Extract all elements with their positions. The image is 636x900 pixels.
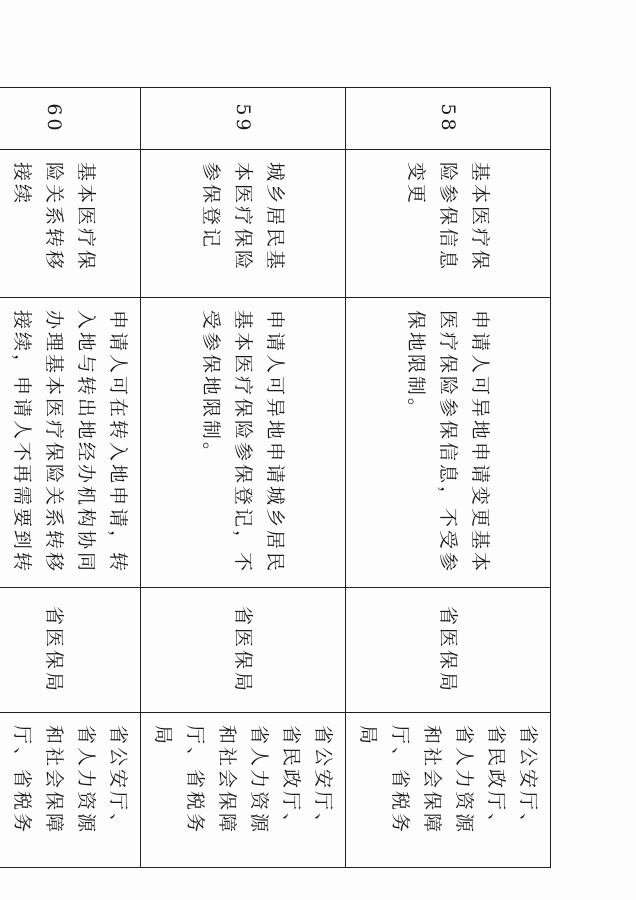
lead-department: 省医保局 [0,588,141,713]
service-item-name: 城乡居民基本医疗保险参保登记 [141,150,346,298]
services-table [0,87,551,868]
service-description: 申请人可异地申请城乡居民基本医疗保险参保登记，不受参保地限制。 [141,298,346,588]
cooperating-departments: 省公安厅、省人力资源和社会保障厅、省税务 [0,713,141,868]
table-container [11,87,551,867]
service-item-name: 基本医疗保险参保信息变更 [346,150,551,298]
service-description: 申请人可在转入地申请，转入地与转出地经办机构协同办理基本医疗保险关系转移接续，申请人不再需要到转 [0,298,141,588]
cooperating-departments: 省公安厅、省民政厅、省人力资源和社会保障厅、省税务局 [346,713,551,868]
table-row [0,88,141,868]
rotated-table-frame [11,87,551,867]
table-row [141,88,346,868]
service-item-name: 基本医疗保险关系转移接续 [0,150,141,298]
service-description: 申请人可异地申请变更基本医疗保险参保信息，不受参保地限制。 [346,298,551,588]
row-number: 59 [141,88,346,150]
cooperating-departments: 省公安厅、省民政厅、省人力资源和社会保障厅、省税务局 [141,713,346,868]
table-row [346,88,551,868]
lead-department: 省医保局 [346,588,551,713]
lead-department: 省医保局 [141,588,346,713]
row-number: 58 [346,88,551,150]
row-number: 60 [0,88,141,150]
